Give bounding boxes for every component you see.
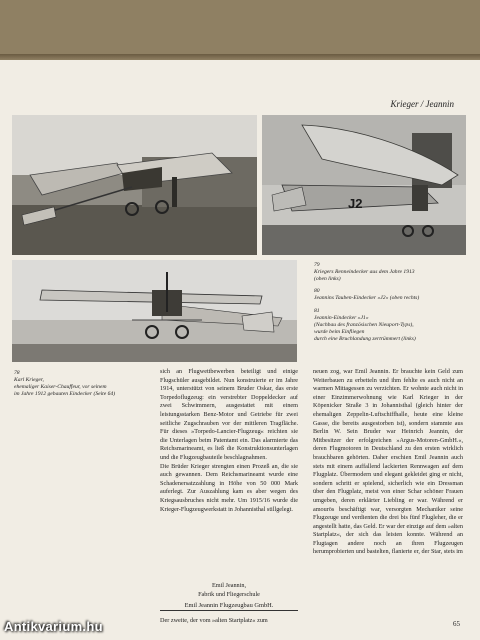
column-1-paragraph-2: Die Brüder Krieger strengten einen Prozeß an, die sie auch gewannen. Dem Reichsmarineamt wurde eine Schadenersatzzahlung in Höhe von 50 000 Mark auferlegt. Zur Auszahlung kam es aber wegen des Kriegsausbruches nicht mehr. Um 1915/16 wurde die Krieger-Flugzeugwerkstatt in Johannisthal stillgelegt.: [160, 462, 298, 513]
photo-krieger-eindecker-1912: [12, 115, 257, 255]
caption-80-line: Jeannins Tauben-Eindecker »J2« (oben rechts): [314, 295, 420, 301]
text-column-2: neuen zog, war Emil Jeannin. Er brauchte kein Geld zum Weiterbauen zu erbetteln und ihm fehlte es auch nicht an warmen Mittagessen zu verzichten. Er wohnte auch nicht in einer Einzimmerwohnung wie Karl Krieger in der Köpenicker Straße 3 in Johannisthal (gleich hinter der ehemaligen Zeppelin-Luftschiffhalle, heute eine kleine Gasse, die bereits ausgestorben ist), sondern stammte aus Berlin W. Sein Bruder war Heinrich Jeannin, der Mitbesitzer der erfolgreichen »Argus-Motoren-GmbH.«, deren Flugmotoren in Deutschland zu den ersten wirklich brauchbaren gehörten. Daher erschien Emil Jeannin auch stets mit einem auffallend lackierten Rennwagen auf dem Flugplatz. Übermodern und elegant gekleidet ging er nicht, sondern schritt er spielend, sicherlich wie ein Dressman über den Flugplatz, meist von einer Schar schöner Frauen umgeben, deren erklärter Liebling er war. Während er amourös beschäftigt war, versorgten Mechaniker seine Flugzeuge und verdienten die drei bis fünf Flugleher, die er angestellt hatte, das Geld. Er war der einzige auf dem »alten Startplatz«, der sich das leisten konnte. Während an Flugtagen andere noch an ihren Flugzeugen herumprobierten und bastelten, flanierte er, der Star, stets im: [313, 368, 463, 556]
caption-81-line: Jeannin-Eindecker »J1«: [314, 315, 369, 321]
section-heading-line2: Fabrik und Fliegerschule: [198, 590, 260, 598]
caption-79-line: (oben links): [314, 276, 341, 282]
caption-78-line: Karl Krieger,: [14, 377, 44, 383]
running-title: Krieger / Jeannin: [390, 99, 454, 109]
caption-78: [14, 370, 154, 398]
section-heading: [160, 582, 298, 599]
caption-79-line: Kriegers Renneindecker aus dem Jahre 1913: [314, 269, 415, 275]
section-start-text: Der zweite, der vom »alten Startplatz« zum: [160, 617, 268, 624]
watermark: Antikvarium.hu: [4, 619, 103, 634]
plane-marking-j2: J2: [348, 196, 363, 211]
caption-81-number: 81: [314, 308, 320, 314]
caption-80: [314, 288, 464, 302]
caption-81-line: wurde beim Einfliegen: [314, 329, 365, 335]
caption-79: [314, 262, 464, 283]
book-spine-band: [0, 0, 480, 60]
section-heading-line1: Emil Jeannin,: [211, 582, 247, 589]
caption-81-line: (Nachbau des französischen Nieuport-Typs),: [314, 322, 414, 328]
text-column-1: [160, 368, 298, 514]
column-1-paragraph: sich an Flugwettbewerben beteiligt und einige Flugschüler ausgebildet. Nun konstruierte er im Jahre 1914, unterstützt von seinem Bruder Oskar, das erste Torpedoflugzeug: ein verstrebter Doppeldecker auf zwei Schwimmern, ausgestattet mit einem leistungsstarken Benz-Motor und Getriebe für zwei seitliche Zugschrauben vor der mittleren Tragfläche. Für dieses »Torpedo-Lancier-Flugzeug« reichten sie die Unterlagen beim Patentamt ein. Das alarmierte das Reichsmarineamt, es ließ die Konstruktionsunterlagen und die Flugzeugbauteile beschlagnahmen.: [160, 368, 298, 461]
caption-78-number: 78: [14, 370, 20, 376]
section-subheading: Emil Jeannin Flugzeugbau GmbH.: [160, 601, 298, 611]
photo-jeannin-eindecker-j1: [12, 260, 297, 362]
caption-81: [314, 308, 466, 343]
caption-81-line: durch eine Bruchlandung zertrümmert (links): [314, 336, 416, 342]
caption-80-number: 80: [314, 288, 320, 294]
caption-79-number: 79: [314, 262, 320, 268]
photo-jeannin-tauben-eindecker-j2: [262, 115, 466, 255]
page-number: 65: [453, 620, 460, 628]
caption-78-line: ehemaliger Kaiser-Chauffeur, vor seinem: [14, 384, 107, 390]
caption-78-line: im Jahre 1912 gebauten Eindecker (Seite 64): [14, 391, 116, 397]
